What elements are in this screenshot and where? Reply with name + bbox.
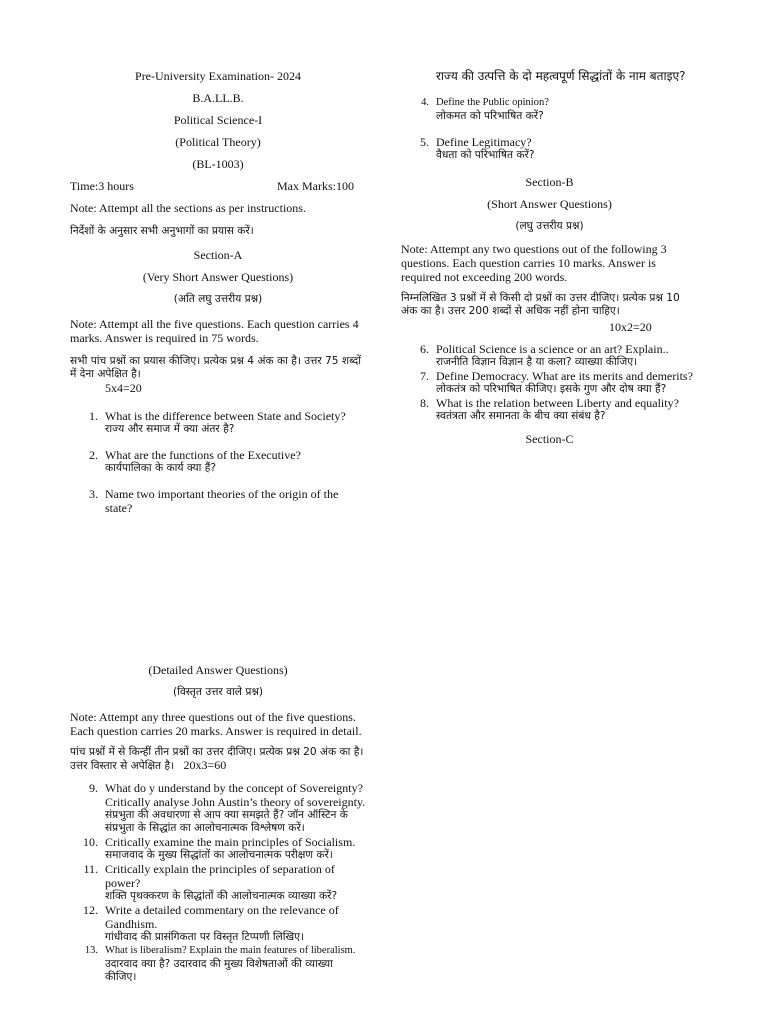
- general-note-hindi: निर्देशों के अनुसार सभी अनुभागों का प्रयास करें।: [70, 225, 254, 237]
- question-text: Critically examine the main principles of Socialism.: [105, 835, 356, 849]
- section-c-subtitle-hindi: (विस्तृत उत्तर वाले प्रश्न): [173, 686, 263, 698]
- section-c-subtitle: (Detailed Answer Questions): [148, 663, 288, 677]
- question-text: Write a detailed commentary on the relevance of Gandhism.: [105, 903, 339, 931]
- question-number: 7.: [420, 369, 429, 383]
- question-text: Critically explain the principles of separation of power?: [105, 862, 335, 890]
- question-item: [70, 835, 366, 862]
- general-note: Note: Attempt all the sections as per instructions.: [70, 201, 306, 215]
- section-c-block: [70, 662, 366, 984]
- question-text-hindi: वैधता को परिभाषित करें?: [436, 149, 535, 161]
- question-number: 11.: [83, 862, 98, 876]
- paper-code: (BL-1003): [192, 157, 244, 171]
- question-number: 10.: [83, 835, 98, 849]
- section-a-questions-right: [401, 96, 698, 162]
- section-c-note-hindi: [70, 746, 366, 773]
- question-item: [401, 96, 698, 123]
- question-text-hindi: लोकतंत्र को परिभाषित कीजिए। इसके गुण और दोष क्या हैं?: [436, 383, 667, 395]
- question-text-hindi: कार्यपालिका के कार्य क्या हैं?: [105, 462, 217, 474]
- question-item: [401, 369, 698, 396]
- question-item: [70, 862, 366, 903]
- question-text: What is the relation between Liberty and equality?: [436, 396, 679, 410]
- question-number: 8.: [420, 396, 429, 410]
- section-c-marks: 20x3=60: [183, 758, 227, 772]
- question-number: 1.: [89, 409, 98, 423]
- question-text-hindi: उदारवाद क्या है? उदारवाद की मुख्य विशेषताओं की व्याख्या कीजिए।: [105, 958, 333, 983]
- question-text-hindi: राज्य और समाज में क्या अंतर है?: [105, 423, 235, 435]
- exam-title: Pre-University Examination- 2024: [135, 69, 301, 83]
- right-column: [401, 68, 698, 453]
- section-a-title: Section-A: [193, 248, 243, 262]
- section-b-title: Section-B: [525, 175, 574, 189]
- question-3-hindi: राज्य की उत्पत्ति के दो महत्वपूर्ण सिद्धांतों के नाम बताइए?: [436, 69, 686, 83]
- question-number: 4.: [421, 97, 429, 108]
- time-marks-row: [70, 178, 366, 200]
- section-a-subtitle-hindi: (अति लघु उत्तरीय प्रश्न): [173, 293, 263, 305]
- question-item: [70, 409, 366, 436]
- section-a-note: Note: Attempt all the five questions. Each question carries 4 marks. Answer is required in 75 words.: [70, 317, 359, 345]
- question-text-hindi: राजनीति विज्ञान विज्ञान है या कला? व्याख्या कीजिए।: [436, 356, 638, 368]
- question-text: What is liberalism? Explain the main features of liberalism.: [105, 945, 356, 956]
- left-column: [70, 68, 366, 515]
- question-text-hindi: संप्रभुता की अवधारणा से आप क्या समझते हैं? जॉन ऑस्टिन के संप्रभुता के सिद्धांत का आलोचनात्मक विश्लेषण करें।: [105, 809, 348, 834]
- max-marks: Max Marks:100: [277, 179, 354, 193]
- question-item: [70, 448, 366, 475]
- question-text: Political Science is a science or an art? Explain..: [436, 342, 669, 356]
- section-b-note-hindi: निम्नलिखित 3 प्रश्नों में से किसी दो प्रश्नों का उत्तर दीजिए। प्रत्येक प्रश्न 10 अंक का है। उत्तर 200 शब्दों से अधिक नहीं होना चाहिए।: [401, 292, 680, 317]
- question-text-hindi: समाजवाद के मुख्य सिद्धांतों का आलोचनात्मक परीक्षण करें।: [105, 849, 333, 861]
- question-text: What are the functions of the Executive?: [105, 448, 301, 462]
- section-a-questions-left: [70, 409, 366, 515]
- question-number: 9.: [89, 781, 98, 795]
- question-item: [401, 342, 698, 369]
- question-text-hindi: शक्ति पृथक्करण के सिद्धांतों की आलोचनात्मक व्याख्या करें?: [105, 890, 338, 902]
- section-b-questions: [401, 342, 698, 423]
- course-name: B.A.LL.B.: [192, 91, 244, 105]
- question-text: Define Legitimacy?: [436, 135, 532, 149]
- section-c-questions: [70, 781, 366, 984]
- exam-time: Time:3 hours: [70, 179, 134, 193]
- question-text-hindi: गांधीवाद की प्रासंगिकता पर विस्तृत टिप्पणी लिखिए।: [105, 931, 305, 943]
- question-number: 3.: [89, 487, 98, 501]
- section-c-title: Section-C: [525, 432, 574, 446]
- question-text: Name two important theories of the origin of the state?: [105, 487, 339, 515]
- section-b-subtitle: (Short Answer Questions): [487, 197, 612, 211]
- question-item: [401, 396, 698, 423]
- question-item: [70, 781, 366, 835]
- question-text: Define the Public opinion?: [436, 97, 549, 108]
- question-number: 6.: [420, 342, 429, 356]
- section-a-subtitle: (Very Short Answer Questions): [142, 270, 294, 284]
- question-text-hindi: लोकमत को परिभाषित करें?: [436, 110, 544, 122]
- question-number: 5.: [420, 135, 429, 149]
- section-b-marks: 10x2=20: [609, 320, 652, 334]
- section-c-note-hindi-text: पांच प्रश्नों में से किन्हीं तीन प्रश्नों का उत्तर दीजिए। प्रत्येक प्रश्न 20 अंक का है। उत्तर विस्तार से अपेक्षित है।: [70, 746, 364, 772]
- question-number: 13.: [84, 945, 98, 956]
- section-b-subtitle-hindi: (लघु उत्तरीय प्रश्न): [515, 220, 584, 232]
- question-number: 2.: [89, 448, 98, 462]
- subject-name: Political Science-I: [173, 113, 263, 127]
- question-text: What is the difference between State and Society?: [105, 409, 346, 423]
- question-item: [401, 135, 698, 162]
- question-item: [70, 944, 366, 984]
- paper-name: (Political Theory): [175, 135, 261, 149]
- section-c-note: Note: Attempt any three questions out of the five questions. Each question carries 20 marks. Answer is required in detail.: [70, 710, 362, 738]
- question-text: What do y understand by the concept of Sovereignty? Critically analyse John Austin’s theory of sovereignty.: [105, 781, 366, 809]
- question-item: [70, 487, 366, 515]
- question-text: Define Democracy. What are its merits and demerits?: [436, 369, 693, 383]
- section-b-note: Note: Attempt any two questions out of the following 3 questions. Each question carries 10 marks. Answer is required not exceeding 200 words.: [401, 242, 667, 284]
- section-a-marks: 5x4=20: [105, 381, 142, 395]
- question-number: 12.: [83, 903, 98, 917]
- question-text-hindi: स्वतंत्रता और समानता के बीच क्या संबंध है?: [436, 410, 606, 422]
- section-a-note-hindi: सभी पांच प्रश्नों का प्रयास कीजिए। प्रत्येक प्रश्न 4 अंक का है। उत्तर 75 शब्दों में देना अपेक्षित है।: [70, 355, 361, 380]
- question-item: [70, 903, 366, 944]
